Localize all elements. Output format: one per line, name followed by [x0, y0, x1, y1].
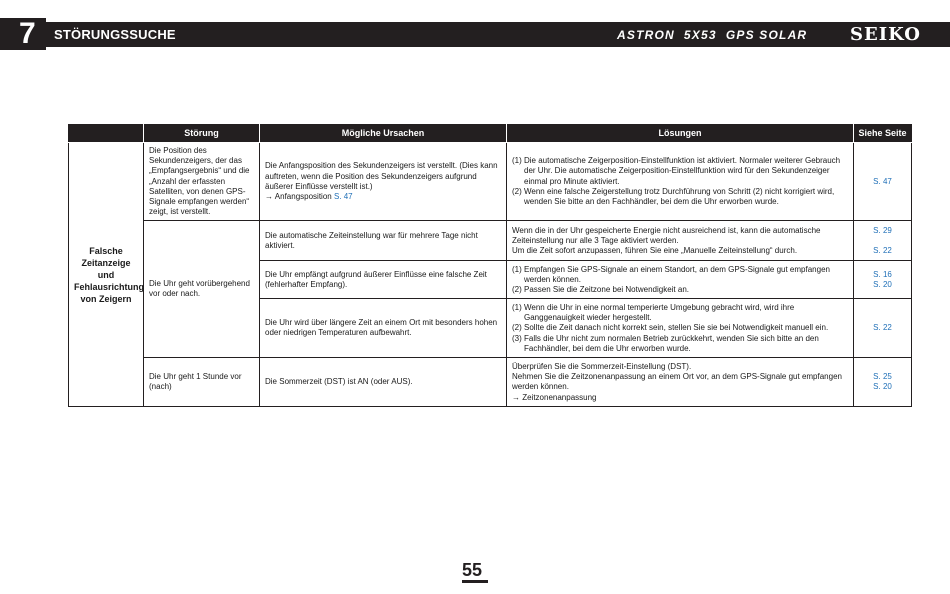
- header-ursachen: Mögliche Ursachen: [260, 125, 507, 143]
- cause-cell: Die automatische Zeiteinstellung war für mehrere Tage nicht aktiviert.: [260, 221, 507, 261]
- category-line: Zeitanzeige und: [81, 257, 131, 280]
- solution-cell: [507, 221, 854, 261]
- solution-item: Wenn die in der Uhr gespeicherte Energie nicht ausreichend ist, kann die automatische Zeiteinstellung nur alle 3 Tage aktiviert werden.: [512, 225, 821, 245]
- header-loesungen: Lösungen: [507, 125, 854, 143]
- ref-cell: [854, 261, 912, 299]
- symptom-cell: Die Uhr geht 1 Stunde vor (nach): [144, 358, 260, 407]
- table-row: [69, 358, 912, 407]
- cause-cell: Die Uhr wird über längere Zeit an einem Ort mit besonders hohen oder niedrigen Temperaturen aufbewahrt.: [260, 299, 507, 358]
- table-header-row: [69, 125, 912, 143]
- cause-cell: [260, 143, 507, 221]
- page-number-underline: [462, 580, 488, 583]
- symptom-cell: Die Position des Sekundenzeigers, der das „Empfangsergebnis“ und die „Anzahl der erfassten Satelliten, von denen GPS-Signale empfangen werden“ zeigt, ist verstellt.: [144, 143, 260, 221]
- page-ref-link[interactable]: S. 29: [873, 225, 892, 235]
- category-cell: [69, 143, 144, 407]
- ref-cell: [854, 299, 912, 358]
- solution-item: (1) Empfangen Sie GPS-Signale an einem Standort, an dem GPS-Signale gut empfangen werden können.: [512, 264, 830, 284]
- page-number: 55: [462, 560, 483, 580]
- page-ref-link[interactable]: S. 25: [873, 372, 892, 382]
- page-ref-link[interactable]: S. 20: [873, 382, 892, 392]
- solution-cell: [507, 358, 854, 407]
- symptom-cell: Die Uhr geht vorübergehend vor oder nach.: [144, 221, 260, 358]
- category-line: von Zeigern: [80, 293, 132, 304]
- section-title: STÖRUNGSSUCHE: [54, 27, 176, 42]
- table-row: [69, 221, 912, 261]
- solution-item: (1) Wenn die Uhr in eine normal temperierte Umgebung gebracht wird, wird ihre Ganggenauigkeit wieder hergestellt.: [512, 302, 795, 323]
- header-stoerung: Störung: [144, 125, 260, 143]
- table-row: [69, 143, 912, 221]
- cause-text: Die Anfangsposition des Sekundenzeigers ist verstellt. (Dies kann auftreten, wenn die Position des Sekundenzeigers aufgrund äußerer Einflüsse verstellt ist.): [265, 161, 498, 191]
- solution-cell: [507, 143, 854, 221]
- solution-cell: [507, 261, 854, 299]
- troubleshooting-table: [68, 124, 912, 407]
- ref-spacer: [859, 236, 906, 246]
- solution-item: (2) Wenn eine falsche Zeigerstellung trotz Durchführung von Schritt (2) nicht korrigiert wird, wenden Sie bitte an den Fachhändler, bei dem die Uhr erworben wurde.: [512, 186, 835, 207]
- solution-item: (2) Sollte die Zeit danach nicht korrekt sein, stellen Sie sie bei Notwendigkeit manuell ein.: [512, 323, 829, 333]
- cause-link-label: → Anfangsposition: [265, 191, 332, 201]
- solution-item: Überprüfen Sie die Sommerzeit-Einstellung (DST).: [512, 362, 692, 372]
- header-siehe-seite: Siehe Seite: [854, 125, 912, 143]
- ref-cell: [854, 143, 912, 221]
- solution-item: Um die Zeit sofort anzupassen, führen Sie eine „Manuelle Zeiteinstellung“ durch.: [512, 246, 798, 256]
- solution-item: Nehmen Sie die Zeitzonenanpassung an einem Ort vor, an dem GPS-Signale gut empfangen werden können.: [512, 372, 842, 392]
- ref-cell: [854, 221, 912, 261]
- model-title: ASTRON 5X53 GPS SOLAR: [617, 28, 808, 42]
- cause-cell: Die Sommerzeit (DST) ist AN (oder AUS).: [260, 358, 507, 407]
- page-ref-link[interactable]: S. 22: [873, 323, 892, 333]
- cause-page-link[interactable]: S. 47: [333, 191, 353, 201]
- ref-cell: [854, 358, 912, 407]
- page-ref-link[interactable]: S. 20: [873, 279, 892, 289]
- page-ref-link[interactable]: S. 22: [873, 245, 892, 255]
- solution-item: (2) Passen Sie die Zeitzone bei Notwendigkeit an.: [512, 285, 689, 295]
- solution-link[interactable]: → Zeitzonenanpassung: [512, 392, 597, 402]
- cause-cell: Die Uhr empfängt aufgrund äußerer Einflüsse eine falsche Zeit (fehlerhafter Empfang).: [260, 261, 507, 299]
- solution-item: (1) Die automatische Zeigerposition-Einstellfunktion ist aktiviert. Normaler weiterer Gebrauch der Uhr. Die automatische Zeigerposition-Einstellfunktion wird für den Sekundenzeiger einmal pro Minute aktiviert.: [512, 156, 841, 186]
- chapter-number: 7: [19, 17, 36, 50]
- page-ref-link[interactable]: S. 16: [873, 269, 892, 279]
- solution-cell: [507, 299, 854, 358]
- category-line: Fehlausrichtung: [74, 281, 145, 292]
- brand-logo: SEIKO: [850, 24, 921, 45]
- solution-item: (3) Falls die Uhr nicht zum normalen Betrieb zurückkehrt, wenden Sie sich bitte an den Fachhändler, bei dem die Uhr erworben wurde.: [512, 333, 819, 353]
- page-ref-link[interactable]: S. 47: [873, 176, 892, 186]
- header-category: [69, 125, 144, 143]
- category-line: Falsche: [89, 245, 123, 256]
